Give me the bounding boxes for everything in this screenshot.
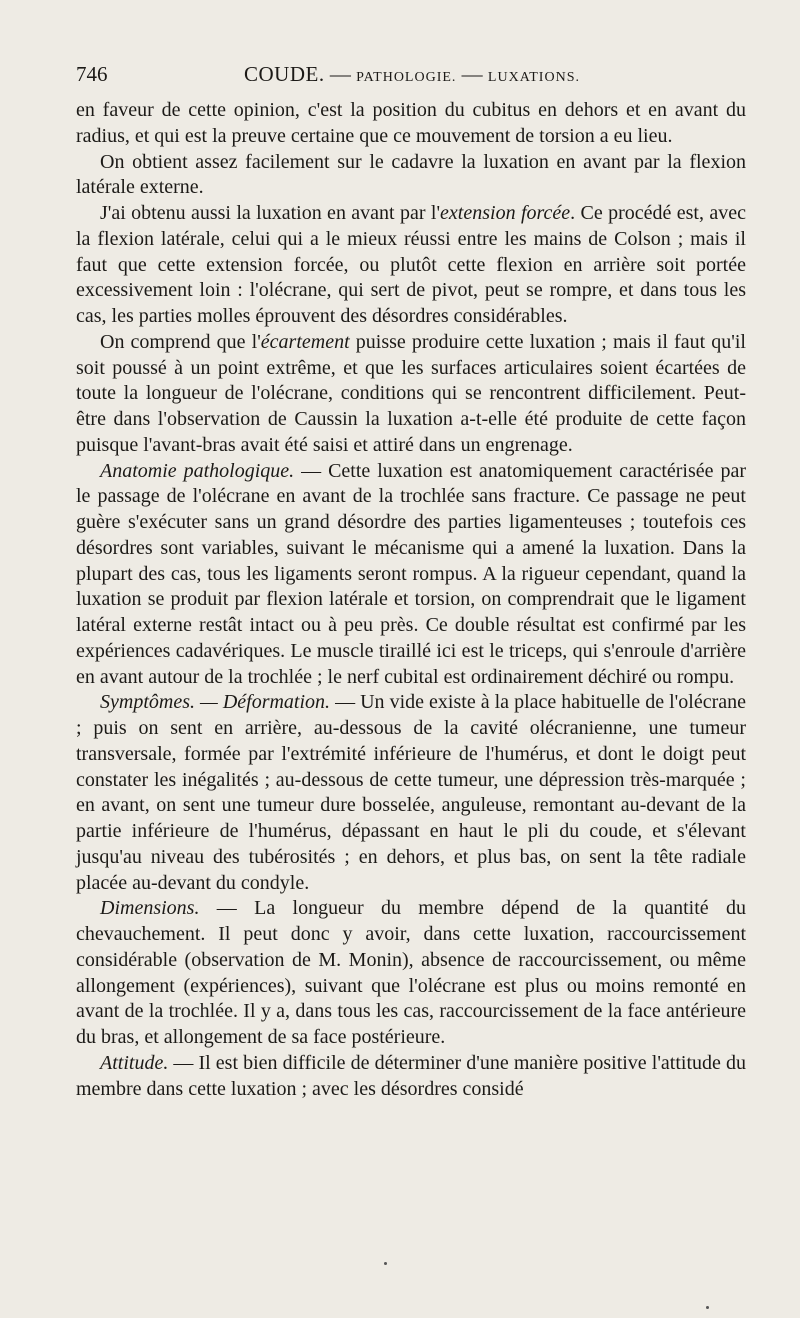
text-run: On obtient assez facilement sur le cadavre la luxation en avant par la flexion latérale externe.: [76, 150, 746, 199]
italic-text: Attitude.: [100, 1051, 169, 1074]
italic-text: Symptômes. — Déformation.: [100, 691, 331, 714]
text-run: — Un vide existe à la place habituelle de l'olécrane ; puis on sent en arrière, au-dessous de la cavité olécranienne, une tumeur transversale, formée par l'extrémité inférieure de l'humérus, et dont le doigt peut constater les inégalités ; au-dessous de cette tumeur, une dépression très-marquée ; en avant, on sent une tumeur dure bosselée, anguleuse, remontant au-devant de la partie inférieure de l'humérus, dépassant en haut le pli du coude, et s'élevant jusqu'au niveau des tubérosités ; en dehors, et plus bas, on sent la tête radiale placée au-devant du condyle.: [76, 691, 746, 894]
running-title: [244, 62, 580, 87]
paragraph: [76, 150, 746, 202]
running-header: [76, 58, 746, 92]
paragraph: [76, 1051, 746, 1103]
italic-text: écartement: [260, 330, 350, 353]
text-run: On comprend que l': [100, 330, 261, 353]
text-run: puisse produire cette luxation ; mais il faut qu'il soit poussé à un point extrême, et que les surfaces articulaires soient écartées de toute la longueur de l'olécrane, conditions qui se rencontrent difficilement. Peut-être dans l'observation de Caussin la luxation a-t-elle été produite de cette façon puisque l'avant-bras avait été saisi et attiré dans un engrenage.: [76, 330, 746, 456]
header-separator: —: [456, 62, 488, 86]
text-run: — La longueur du membre dépend de la quantité du chevauchement. Il peut donc y avoir, dans cette luxation, raccourcissement considérable (observation de M. Monin), absence de raccourcissement, ou même allongement (expériences), suivant que l'olécrane est plus ou moins remonté en avant de la trochlée. Il y a, dans tous les cas, raccourcissement de la face antérieure du bras, et allongement de sa face postérieure.: [76, 897, 746, 1048]
paragraph: [76, 98, 746, 150]
header-separator: —: [324, 62, 357, 86]
speck-mark: [384, 1262, 387, 1265]
italic-text: Anatomie pathologique.: [100, 459, 295, 482]
text-run: — Il est bien difficile de déterminer d'une manière positive l'attitude du membre dans cette luxation ; avec les désordres considé: [76, 1051, 746, 1100]
italic-text: Dimensions.: [100, 897, 200, 920]
chapter-title: COUDE.: [244, 62, 325, 86]
page-number: 746: [76, 62, 108, 86]
paragraph: [76, 201, 746, 330]
italic-text: extension forcée: [440, 202, 571, 224]
section-title: PATHOLOGIE.: [356, 70, 457, 85]
paragraph: [76, 459, 746, 691]
text-run: — Cette luxation est anatomiquement caractérisée par le passage de l'olécrane en avant de la trochlée sans fracture. Ce passage ne peut guère s'exécuter sans un grand désordre des parties ligamenteuses ; toutefois ces désordres sont variables, suivant le mécanisme qui a amené la luxation. Dans la plupart des cas, tous les ligaments seront rompus. A la rigueur cependant, quand la luxation se produit par flexion latérale et torsion, on comprendrait que le ligament latéral externe restât intact ou à peu près. Ce double résultat est confirmé par les expériences cadavériques. Le muscle tiraillé ici est le triceps, qui s'enroule d'arrière en avant autour de la trochlée ; le nerf cubital est ordinairement déchiré ou rompu.: [76, 459, 746, 688]
subsection-title: LUXATIONS.: [487, 70, 580, 85]
paragraph: [76, 330, 746, 459]
speck-mark: [706, 1306, 709, 1309]
text-run: . Ce procédé est, avec la flexion latérale, celui qui a le mieux réussi entre les mains de Colson ; mais il faut que cette extension forcée, ou plutôt cette flexion en arrière soit portée excessivement loin : l'olécrane, qui sert de pivot, peut se rompre, et dans tous les cas, les parties molles éprouvent des désordres considérables.: [76, 202, 746, 327]
body-text: [76, 98, 746, 1102]
paragraph: [76, 690, 746, 896]
paragraph: [76, 896, 746, 1051]
text-run: en faveur de cette opinion, c'est la position du cubitus en dehors et en avant du radius, et qui est la preuve certaine que ce mouvement de torsion a eu lieu.: [76, 99, 746, 147]
text-run: J'ai obtenu aussi la luxation en avant par l': [100, 202, 441, 224]
